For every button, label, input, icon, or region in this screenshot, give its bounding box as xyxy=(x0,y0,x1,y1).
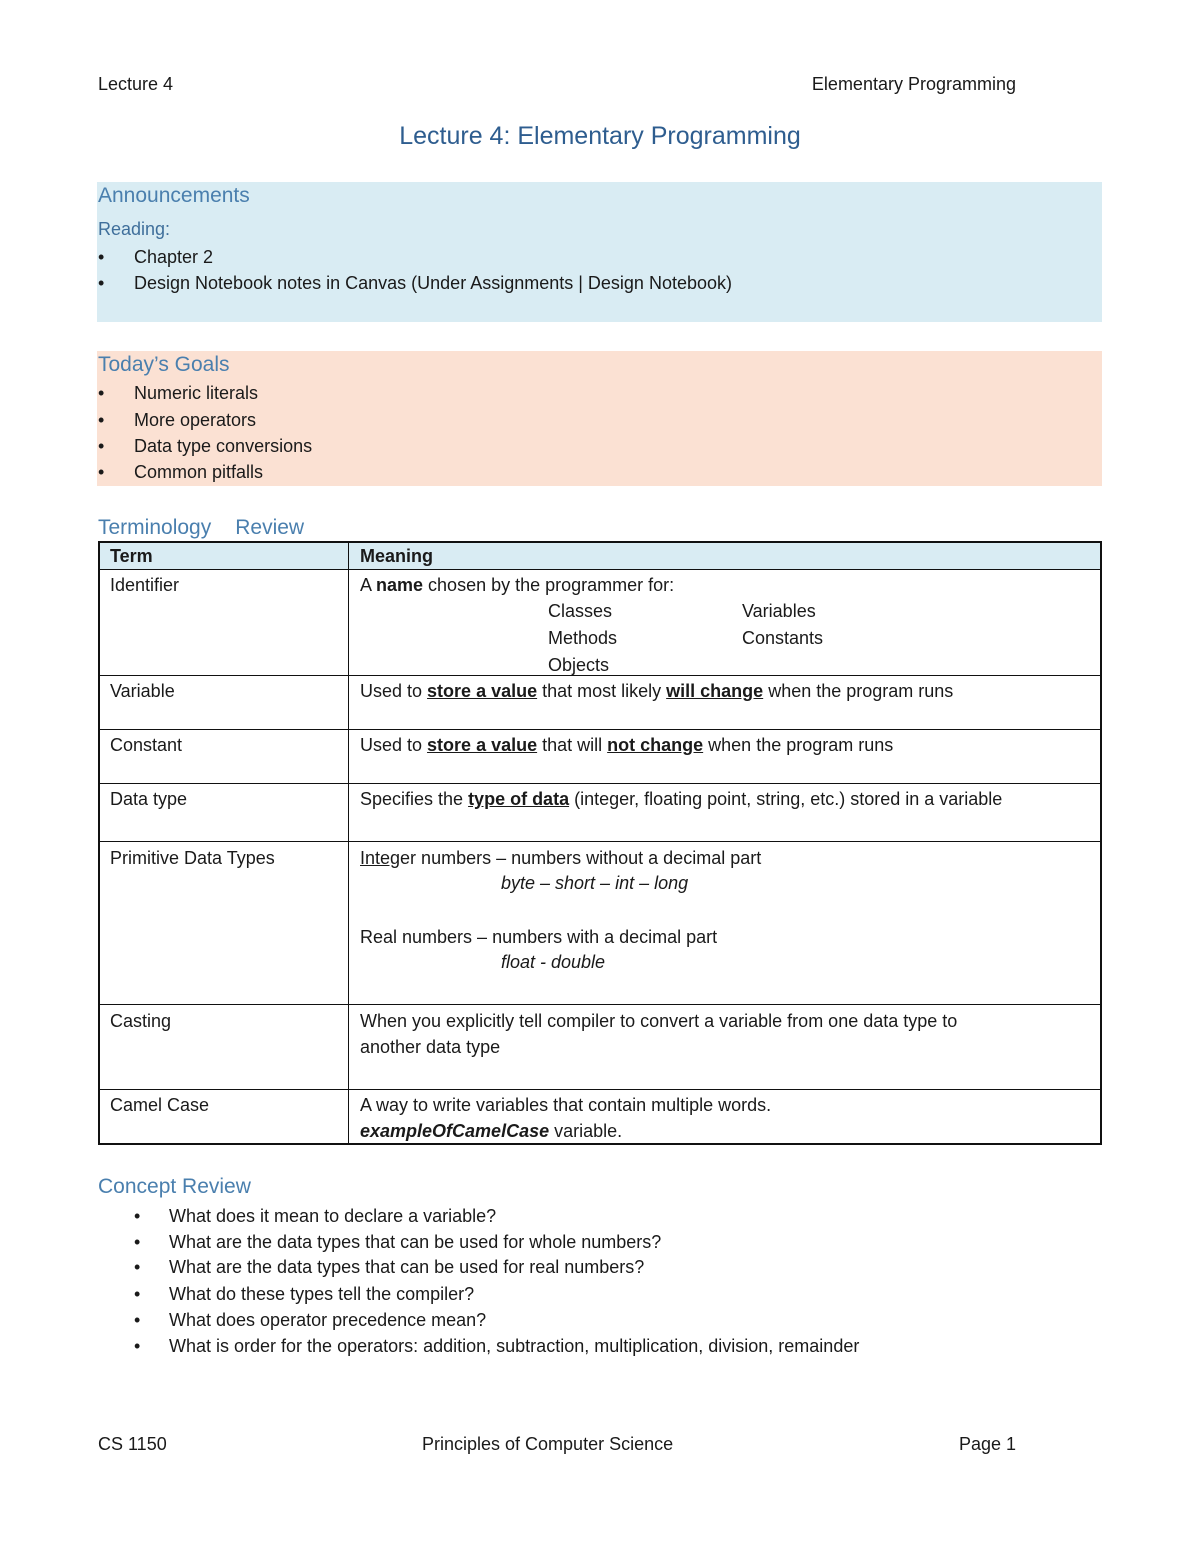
real-types: float - double xyxy=(501,952,606,972)
bullet-icon: • xyxy=(98,273,105,293)
footer-left: CS 1150 xyxy=(98,1434,167,1454)
bullet-icon: • xyxy=(98,383,105,403)
camel-case-example: exampleOfCamelCase variable. xyxy=(360,1121,623,1141)
term-data-type: Data type xyxy=(110,789,188,809)
identifier-kind: Methods xyxy=(548,628,618,648)
meaning-variable: Used to store a value that most likely will change when the program runs xyxy=(360,681,954,701)
header-left: Lecture 4 xyxy=(98,74,174,94)
footer-center: Principles of Computer Science xyxy=(422,1434,674,1454)
identifier-kind: Variables xyxy=(742,601,816,621)
meaning-identifier: A name chosen by the programmer for: xyxy=(360,575,675,595)
bullet-icon: • xyxy=(134,1257,141,1277)
bullet-icon: • xyxy=(134,1206,141,1226)
table-header-bg xyxy=(99,542,1101,569)
announcements-heading: Announcements xyxy=(98,184,250,207)
term-identifier: Identifier xyxy=(110,575,180,595)
term-camel-case: Camel Case xyxy=(110,1095,210,1115)
footer-page-number: Page 1 xyxy=(958,1434,1016,1454)
identifier-kind: Objects xyxy=(548,655,610,675)
goals-heading: Today’s Goals xyxy=(98,353,230,376)
bullet-icon: • xyxy=(98,410,105,430)
bullet-icon: • xyxy=(98,436,105,456)
bullet-icon: • xyxy=(134,1336,141,1356)
term-variable: Variable xyxy=(110,681,175,701)
term-primitive-data-types: Primitive Data Types xyxy=(110,848,275,868)
term-constant: Constant xyxy=(110,735,183,755)
meaning-camel-case: A way to write variables that contain multiple words. xyxy=(360,1095,772,1115)
column-header-term: Term xyxy=(110,546,153,566)
column-header-meaning: Meaning xyxy=(360,546,434,566)
integer-types: byte – short – int – long xyxy=(501,873,689,893)
concept-review-heading: Concept Review xyxy=(98,1175,251,1198)
bullet-icon: • xyxy=(98,247,105,267)
meaning-integer-numbers: Integer numbers – numbers without a decimal part xyxy=(360,848,762,868)
bullet-icon: • xyxy=(134,1284,141,1304)
meaning-data-type: Specifies the type of data (integer, floating point, string, etc.) stored in a variable xyxy=(360,789,1003,809)
meaning-real-numbers: Real numbers – numbers with a decimal part xyxy=(360,927,718,947)
terminology-heading: Terminology Review xyxy=(98,516,305,539)
meaning-constant: Used to store a value that will not change when the program runs xyxy=(360,735,894,755)
header-right: Elementary Programming xyxy=(811,74,1016,94)
page-title: Lecture 4: Elementary Programming xyxy=(399,122,801,150)
bullet-icon: • xyxy=(134,1310,141,1330)
bullet-icon: • xyxy=(134,1232,141,1252)
identifier-kind: Constants xyxy=(742,628,824,648)
meaning-casting-line2: another data type xyxy=(360,1037,501,1057)
bullet-icon: • xyxy=(98,462,105,482)
term-casting: Casting xyxy=(110,1011,172,1031)
meaning-casting-line1: When you explicitly tell compiler to convert a variable from one data type to xyxy=(360,1011,958,1031)
identifier-kind: Classes xyxy=(548,601,613,621)
reading-label: Reading: xyxy=(98,219,171,239)
